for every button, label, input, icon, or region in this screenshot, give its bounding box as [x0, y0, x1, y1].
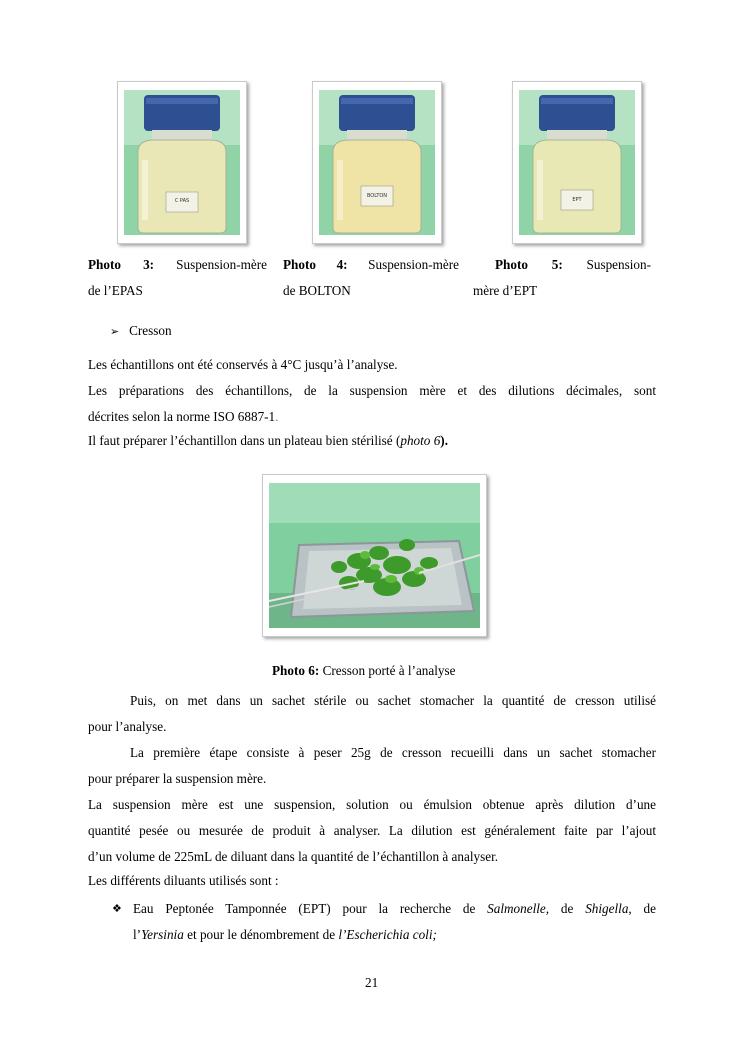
photo-4-image [312, 81, 442, 244]
jar-photo-ept [519, 90, 635, 235]
para1-line4: Il faut préparer l’échantillon dans un plateau bien stérilisé (photo 6). [88, 433, 448, 448]
jar-label: BOLTON [366, 193, 388, 199]
jar-photo-epas [124, 90, 240, 235]
cress-tray-photo [269, 483, 480, 628]
photo-5-caption-line1: Photo 5: Suspension- [495, 257, 651, 272]
para2-line5: La suspension mère est une suspension, solution ou émulsion obtenue après dilution d’une [88, 797, 656, 812]
bullet-ept-line1: Eau Peptonée Tamponnée (EPT) pour la recherche de Salmonelle, de Shigella, de [133, 901, 656, 916]
para2-line6: quantité pesée ou mesurée de produit à analyser. La dilution est généralement faite par l’ajout [88, 823, 656, 838]
para1-line2: Les préparations des échantillons, de la suspension mère et des dilutions décimales, sont [88, 383, 656, 398]
photo-3-caption-line2: de l’EPAS [88, 283, 143, 298]
bullet-cresson: ➢ Cresson [110, 323, 172, 338]
photo-6-image [262, 474, 487, 637]
photo-4-caption-line2: de BOLTON [283, 283, 351, 298]
jar-label: EPT [572, 197, 582, 203]
arrow-bullet-icon: ➢ [110, 325, 120, 338]
para2-line3: La première étape consiste à peser 25g de cresson recueilli dans un sachet stomacher [130, 745, 656, 760]
jar-photo-bolton [319, 90, 435, 235]
para2-line7: d’un volume de 225mL de diluant dans la quantité de l’échantillon à analyser. [88, 849, 499, 864]
para2-line1: Puis, on met dans un sachet stérile ou sachet stomacher la quantité de cresson utilisé [130, 693, 656, 708]
para2-line4: pour préparer la suspension mère. [88, 771, 267, 786]
photo-3-image [117, 81, 247, 244]
para1-line1: Les échantillons ont été conservés à 4°C jusqu’à l’analyse. [88, 357, 398, 372]
photo-3-caption-line1: Photo 3: Suspension-mère [88, 257, 267, 272]
diamond-bullet-icon: ❖ [112, 902, 122, 915]
jar-label: C PAS [174, 198, 190, 204]
photo-5-image [512, 81, 642, 244]
para2-line2: pour l’analyse. [88, 719, 167, 734]
page-number: 21 [365, 975, 379, 990]
photo-6-caption: Photo 6: Cresson porté à l’analyse [272, 663, 456, 678]
para1-line3: décrites selon la norme ISO 6887-1. [88, 409, 279, 424]
bullet-ept-line2: l’Yersinia et pour le dénombrement de l’Escherichia coli; [133, 927, 437, 942]
photo-5-caption-line2: mère d’EPT [473, 283, 538, 298]
para2-line8: Les différents diluants utilisés sont : [88, 873, 279, 888]
photo-4-caption-line1: Photo 4: Suspension-mère [283, 257, 459, 272]
